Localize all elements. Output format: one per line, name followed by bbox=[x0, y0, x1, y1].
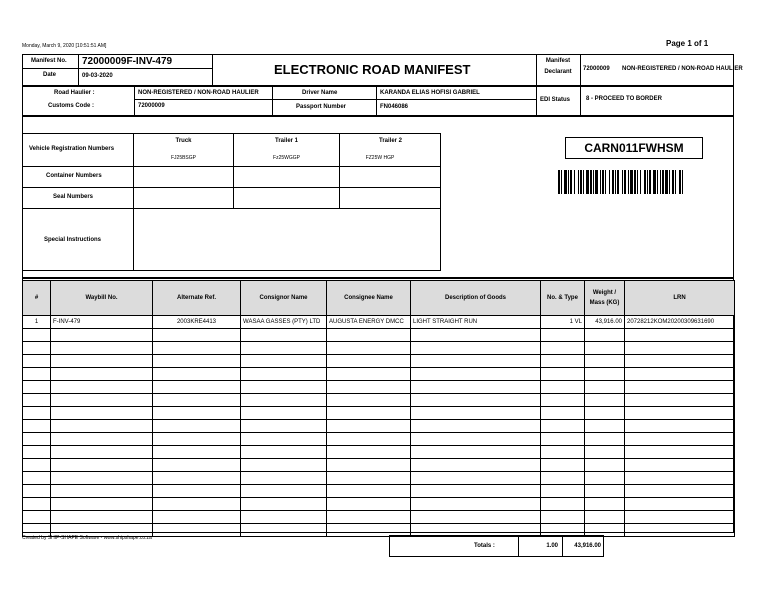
customs-code: 72000009 bbox=[138, 103, 165, 109]
goods-table bbox=[22, 280, 735, 537]
col-description: Description of Goods bbox=[411, 281, 541, 316]
goods-table-header bbox=[23, 281, 735, 316]
row-consignee: AUGUSTA ENERGY DMCC bbox=[327, 316, 411, 329]
row-alternate-ref: 2003KRE4413 bbox=[153, 316, 241, 329]
declarant-name: NON-REGISTERED / NON-ROAD HAULIER bbox=[622, 66, 743, 72]
table-row-empty bbox=[23, 355, 735, 368]
col-no-type: No. & Type bbox=[541, 281, 585, 316]
manifest-no-label: Manifest No. bbox=[31, 58, 67, 64]
customs-code-label: Customs Code : bbox=[48, 103, 95, 109]
table-row-empty bbox=[23, 511, 735, 524]
col-lrn: LRN bbox=[625, 281, 735, 316]
col-weight: Weight / Mass (KG) bbox=[585, 281, 625, 316]
row-description: LIGHT STRAIGHT RUN bbox=[411, 316, 541, 329]
row-waybill: F-INV-479 bbox=[51, 316, 153, 329]
passport-label: Passport Number bbox=[296, 104, 347, 110]
edi-status: 8 - PROCEED TO BORDER bbox=[586, 96, 662, 102]
row-consignor: WASAA GASSES (PTY) LTD bbox=[241, 316, 327, 329]
row-no-type: 1 VL bbox=[541, 316, 585, 329]
totals-weight: 43,916.00 bbox=[574, 543, 601, 549]
trailer1-reg: Fz25WGGP bbox=[273, 155, 300, 161]
special-instructions-label: Special Instructions bbox=[44, 237, 102, 243]
table-row bbox=[23, 316, 735, 329]
truck-reg: FJ25BSGP bbox=[170, 155, 196, 161]
edi-status-label: EDI Status bbox=[540, 97, 571, 103]
totals-label: Totals : bbox=[474, 543, 495, 549]
declarant-label: Manifest Declarant bbox=[544, 58, 572, 75]
col-alternate-ref: Alternate Ref. bbox=[153, 281, 241, 316]
container-label: Container Numbers bbox=[46, 173, 102, 179]
passport-number: FN046086 bbox=[380, 104, 409, 110]
page-title: ELECTRONIC ROAD MANIFEST bbox=[274, 62, 471, 77]
table-row-empty bbox=[23, 342, 735, 355]
table-row-empty bbox=[23, 394, 735, 407]
row-weight: 43,916.00 bbox=[585, 316, 625, 329]
col-number: # bbox=[23, 281, 51, 316]
truck-label: Truck bbox=[175, 138, 192, 144]
declarant-code: 72000009 bbox=[583, 66, 610, 72]
col-consignee: Consignee Name bbox=[327, 281, 411, 316]
trailer2-reg: FZ25W HGP bbox=[365, 155, 395, 161]
row-number: 1 bbox=[23, 316, 51, 329]
col-consignor: Consignor Name bbox=[241, 281, 327, 316]
col-waybill: Waybill No. bbox=[51, 281, 153, 316]
table-row-empty bbox=[23, 368, 735, 381]
table-row-empty bbox=[23, 485, 735, 498]
road-haulier: NON-REGISTERED / NON-ROAD HAULIER bbox=[138, 90, 259, 96]
table-row-empty bbox=[23, 420, 735, 433]
barcode-image bbox=[558, 170, 716, 194]
carn-code: CARN011FWHSM bbox=[565, 137, 703, 159]
road-haulier-label: Road Haulier : bbox=[54, 90, 95, 96]
table-row-empty bbox=[23, 446, 735, 459]
table-row-empty bbox=[23, 407, 735, 420]
table-row-empty bbox=[23, 381, 735, 394]
driver-name-label: Driver Name bbox=[302, 90, 338, 96]
table-row-empty bbox=[23, 472, 735, 485]
page-number: Page 1 of 1 bbox=[666, 39, 709, 48]
table-row-empty bbox=[23, 459, 735, 472]
table-row-empty bbox=[23, 498, 735, 511]
table-row-empty bbox=[23, 329, 735, 342]
table-row-empty bbox=[23, 433, 735, 446]
print-datetime: Monday, March 9, 2020 [10:51:51 AM] bbox=[22, 43, 107, 49]
date-label: Date bbox=[43, 72, 57, 78]
trailer1-label: Trailer 1 bbox=[274, 138, 298, 144]
seal-label: Seal Numbers bbox=[53, 194, 94, 200]
driver-name: KARANDA ELIAS HOFISI GABRIEL bbox=[380, 90, 480, 96]
trailer2-label: Trailer 2 bbox=[378, 138, 402, 144]
manifest-date: 09-03-2020 bbox=[82, 73, 113, 79]
totals-units: 1.00 bbox=[546, 543, 558, 549]
row-lrn: 20728212KOM20200309631690 bbox=[625, 316, 735, 329]
manifest-no: 72000009F-INV-479 bbox=[82, 56, 173, 67]
vehicle-reg-label: Vehicle Registration Numbers bbox=[29, 146, 115, 152]
created-by: Created by SHIP-SHAPE Software - www.shipshape.co.za bbox=[22, 535, 152, 541]
